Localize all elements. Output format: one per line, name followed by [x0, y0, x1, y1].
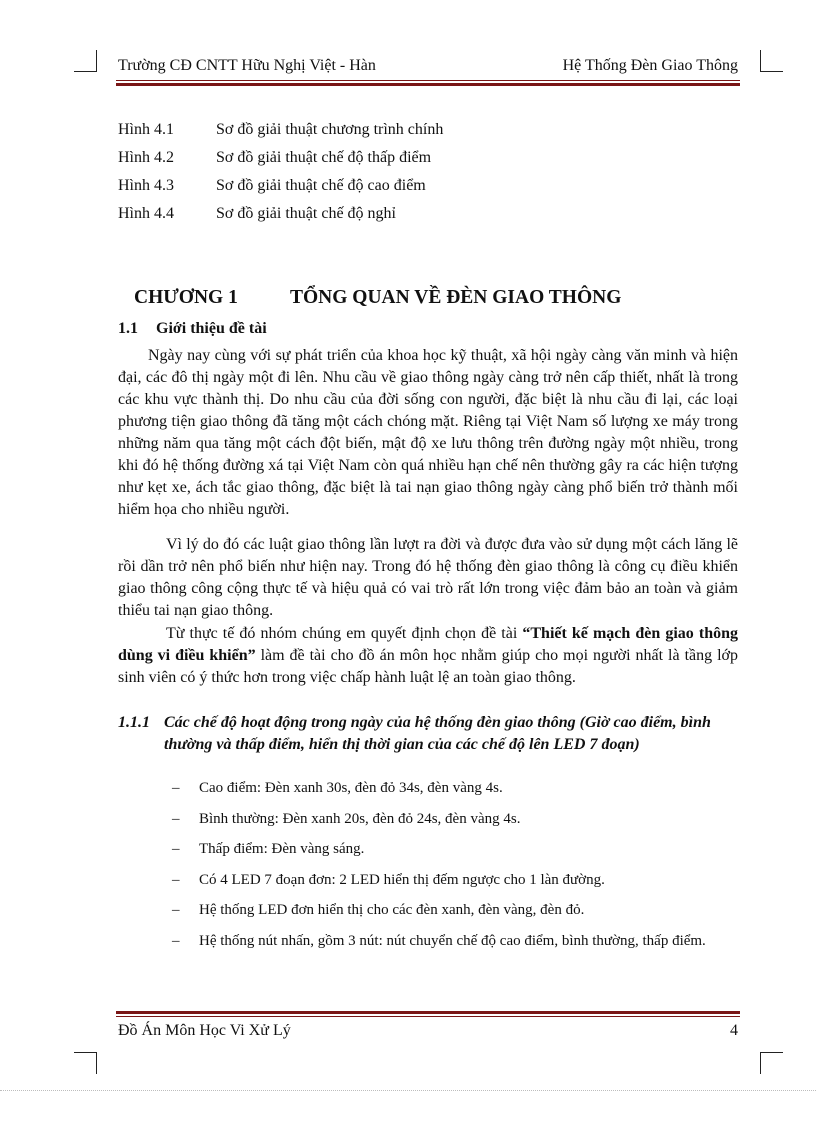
figure-number: Hình 4.3 — [118, 177, 174, 194]
figure-caption: Sơ đồ giải thuật chương trình chính — [216, 121, 444, 138]
figure-caption: Sơ đồ giải thuật chế độ thấp điểm — [216, 149, 432, 166]
bullet-dash: – — [172, 841, 180, 857]
figure-number: Hình 4.1 — [118, 121, 174, 138]
bullet-dash: – — [172, 932, 180, 949]
page-boundary-dotted-line — [0, 1090, 816, 1091]
header-rule-thin — [116, 80, 740, 81]
crop-mark — [96, 50, 97, 72]
section-heading — [118, 320, 267, 338]
bullet-dash: – — [172, 780, 180, 796]
figure-number: Hình 4.4 — [118, 205, 174, 222]
footer-course-name: Đồ Án Môn Học Vi Xử Lý — [118, 1022, 291, 1039]
footer-rule-thin — [116, 1016, 740, 1017]
figure-list-item — [118, 203, 678, 231]
list-item — [172, 777, 738, 799]
figure-list — [118, 119, 678, 231]
header-rule-thick — [116, 83, 740, 86]
list-item-text: Bình thường: Đèn xanh 20s, đèn đỏ 24s, đèn vàng 4s. — [199, 810, 521, 827]
crop-mark — [74, 71, 96, 72]
figure-list-item — [118, 119, 678, 147]
mode-bullet-list — [172, 777, 738, 960]
page-number: 4 — [730, 1022, 738, 1039]
chapter-heading — [134, 287, 622, 309]
page-header — [118, 57, 738, 79]
subsection-number: 1.1.1 — [118, 714, 150, 731]
list-item — [172, 869, 738, 891]
traffic-law-paragraph: Vì lý do đó các luật giao thông lần lượt ra đời và được đưa vào sử dụng một cách lăng lẽ rồi dần trở nên phổ biến như hiện nay. Trong đó hệ thống đèn giao thông là công cụ điều khiển giao thông công cộng thực tế và hiệu quả có vai trò rất lớn trong việc đảm bảo an toàn và giảm thiểu tai nạn giao thông. — [118, 536, 738, 619]
list-item — [172, 899, 738, 921]
bullet-dash: – — [172, 871, 180, 888]
figure-caption: Sơ đồ giải thuật chế độ cao điểm — [216, 177, 426, 194]
figure-number: Hình 4.2 — [118, 149, 174, 166]
list-item-text: Thấp điểm: Đèn vàng sáng. — [199, 841, 365, 857]
crop-mark — [760, 1052, 761, 1074]
project-choice-paragraph — [118, 623, 738, 689]
header-school-name: Trường CĐ CNTT Hữu Nghị Việt - Hàn — [118, 57, 376, 74]
section-title: Giới thiệu đề tài — [156, 320, 267, 337]
bullet-dash: – — [172, 902, 180, 918]
crop-mark — [761, 1052, 783, 1053]
crop-mark — [761, 71, 783, 72]
list-item-text: Có 4 LED 7 đoạn đơn: 2 LED hiển thị đếm ngược cho 1 làn đường. — [199, 871, 605, 888]
figure-caption: Sơ đồ giải thuật chế độ nghỉ — [216, 205, 396, 222]
footer-rule-thick — [116, 1011, 740, 1014]
list-item-text: Cao điểm: Đèn xanh 30s, đèn đỏ 34s, đèn vàng 4s. — [199, 780, 503, 796]
paragraph-text: Từ thực tế đó nhóm chúng em quyết định chọn đề tài — [166, 625, 523, 642]
header-project-title: Hệ Thống Đèn Giao Thông — [562, 57, 738, 74]
project-title-bold: “Thiết kế mạch đèn giao thông dùng vi điều khiển” — [118, 625, 738, 664]
list-item — [172, 838, 738, 860]
chapter-label: CHƯƠNG 1 — [134, 287, 238, 308]
list-item — [172, 808, 738, 830]
list-item-text: Hệ thống LED đơn hiển thị cho các đèn xanh, đèn vàng, đèn đỏ. — [199, 902, 585, 918]
figure-list-item — [118, 175, 678, 203]
section-number: 1.1 — [118, 320, 138, 337]
chapter-title: TỔNG QUAN VỀ ĐÈN GIAO THÔNG — [290, 287, 622, 308]
crop-mark — [74, 1052, 96, 1053]
paragraph-text: làm đề tài cho đồ án môn học nhằm giúp cho mọi người nhất là tầng lớp sinh viên có ý thức hơn trong việc chấp hành luật lệ an toàn giao thông. — [118, 647, 738, 686]
figure-list-item — [118, 147, 678, 175]
bullet-dash: – — [172, 810, 180, 827]
subsection-title: Các chế độ hoạt động trong ngày của hệ thống đèn giao thông (Giờ cao điểm, bình thường và thấp điểm, hiển thị thời gian của các chế độ lên LED 7 đoạn) — [164, 714, 711, 753]
crop-mark — [760, 50, 761, 72]
intro-paragraph: Ngày nay cùng với sự phát triển của khoa học kỹ thuật, xã hội ngày càng văn minh và hiện đại, các đô thị ngày một đi lên. Nhu cầu về giao thông ngày càng trở nên cấp thiết, nhất là trong các khu vực thành thị. Do nhu cầu của đời sống con người, đặc biệt là nhu cầu đi lại, các loại phương tiện giao thông đã tăng một cách chóng mặt. Riêng tại Việt Nam số lượng xe máy trong những năm qua tăng một cách đột biến, mật độ xe lưu thông trên đường ngày một nhiều, trong khi đó hệ thống đường xá tại Việt Nam còn quá nhiều hạn chế nên thường gây ra các hiện tượng như kẹt xe, ách tắc giao thông, đặc biệt là tai nạn giao thông ngày càng phổ biến trở thành mối hiểm họa cho nhiều người. — [118, 347, 738, 518]
crop-mark — [96, 1052, 97, 1074]
list-item-text: Hệ thống nút nhấn, gồm 3 nút: nút chuyển chế độ cao điểm, bình thường, thấp điểm. — [199, 932, 706, 949]
list-item — [172, 930, 738, 952]
